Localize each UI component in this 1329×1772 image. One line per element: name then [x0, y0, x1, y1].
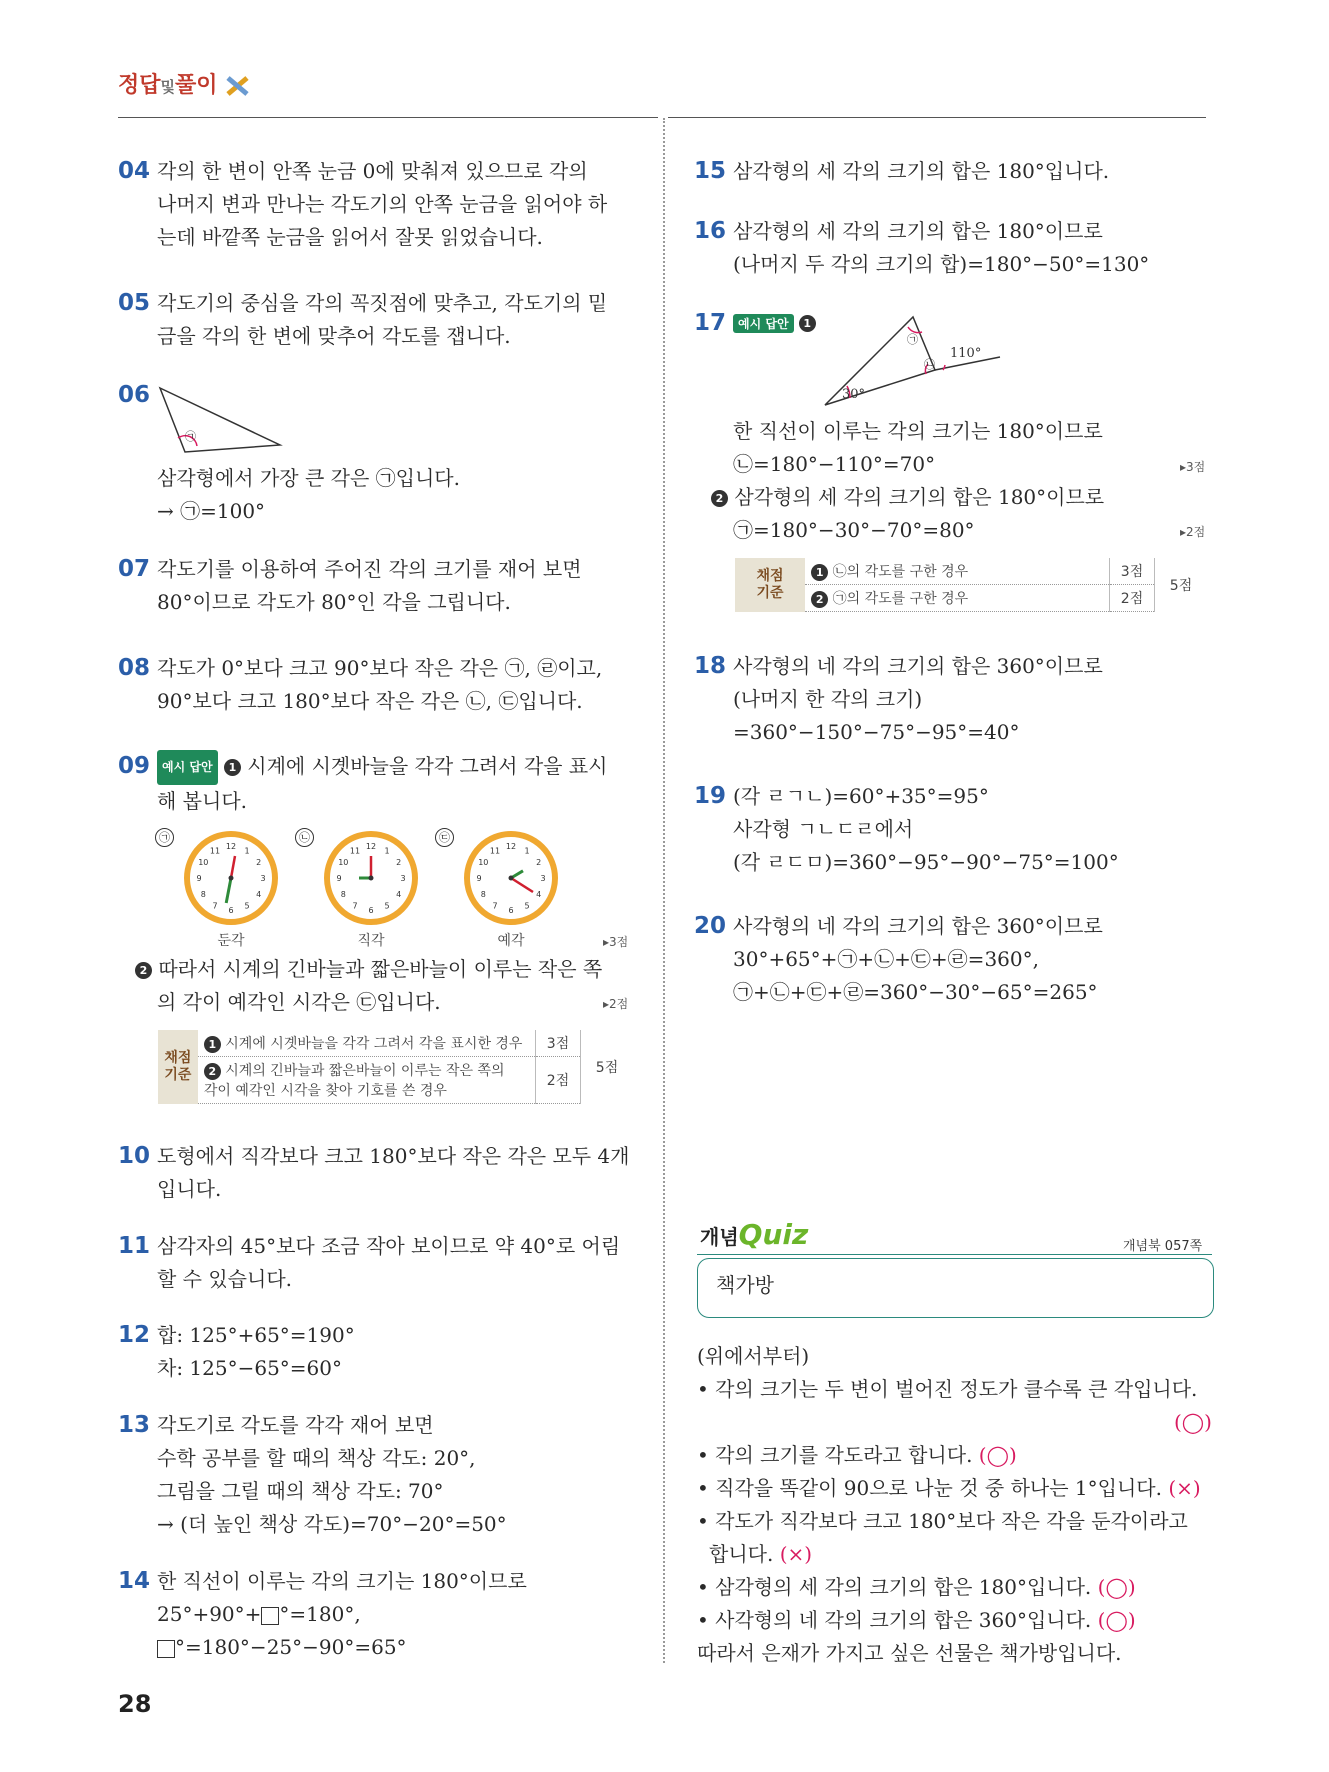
rubric-total: 5점 — [1155, 558, 1208, 612]
example-answer-tag: 예시 답안 — [157, 750, 218, 785]
clock-angle-label: 직각 — [357, 933, 385, 949]
header-rule-left — [118, 117, 658, 118]
quiz-intro: (위에서부터) — [697, 1344, 810, 1368]
q07-line: 각도기를 이용하여 주어진 각의 크기를 재어 보면 — [157, 557, 582, 581]
q06-angle-mark: ㉠ — [185, 430, 196, 443]
header-rule-right — [668, 117, 1206, 118]
clock-number: 7 — [212, 901, 218, 911]
q07-text — [157, 553, 637, 619]
q10-line: 입니다. — [157, 1177, 222, 1201]
rubric-row: 2 시계의 긴바늘과 짧은바늘이 이루는 작은 쪽의 각이 예각인 시각을 찾아 기호를 쓴 경우 — [198, 1057, 536, 1104]
q06-line: → ㉠=100° — [157, 499, 266, 523]
q13-line: → (더 높인 책상 각도)=70°−20°=50° — [157, 1512, 507, 1536]
clock-number: 1 — [384, 846, 390, 856]
q06-line: 삼각형에서 가장 큰 각은 ㉠입니다. — [157, 466, 460, 490]
quiz-item: • 직각을 똑같이 90으로 나눈 것 중 하나는 1°입니다. (×) — [697, 1476, 1201, 1500]
quiz-heading — [700, 1218, 808, 1251]
page-header — [118, 68, 251, 99]
q15-number: 15 — [694, 158, 727, 184]
q13-line: 각도기로 각도를 각각 재어 보면 — [157, 1413, 434, 1437]
pencil-ruler-icon — [225, 75, 251, 97]
clock-number: 2 — [536, 858, 542, 867]
clock-number: 8 — [200, 890, 206, 899]
q05-number: 05 — [118, 290, 151, 316]
q05-line: 금을 각의 한 변에 맞추어 각도를 잽니다. — [157, 324, 511, 348]
q19-line: (각 ㄹㄷㅁ)=360°−95°−90°−75°=100° — [733, 850, 1119, 874]
clock-mark: ㉢ — [435, 828, 454, 847]
q04-number: 04 — [118, 158, 151, 184]
q18-text — [733, 650, 1203, 749]
q09-step1-line2: 해 봅니다. — [157, 789, 247, 813]
clock-mark: ㉡ — [295, 828, 314, 847]
quiz-item: 합니다. (×) — [709, 1542, 813, 1566]
rubric-row: 1 시계에 시곗바늘을 각각 그려서 각을 표시한 경우 — [198, 1030, 536, 1057]
q14-text — [157, 1565, 637, 1664]
quiz-mark: (◯) — [1174, 1410, 1212, 1434]
q17-points-1: ▸3점 — [1180, 460, 1206, 474]
step-bullet: 1 — [799, 315, 816, 332]
quiz-answer-box — [697, 1258, 1214, 1318]
q06-number: 06 — [118, 382, 151, 408]
clock-item — [295, 828, 425, 958]
q11-line: 할 수 있습니다. — [157, 1267, 292, 1291]
q17-exterior-angle-label: 110° — [950, 346, 982, 361]
q20-text — [733, 910, 1203, 1009]
q10-line: 도형에서 직각보다 크고 180°보다 작은 각은 모두 4개 — [157, 1144, 630, 1168]
clock-number: 3 — [260, 874, 266, 883]
clock-number: 9 — [476, 874, 482, 883]
q17-angle-b-label: ㉡ — [924, 358, 935, 371]
clock-item — [155, 828, 285, 958]
clock-number: 5 — [524, 901, 530, 911]
q11-line: 삼각자의 45°보다 조금 작아 보이므로 약 40°로 어림 — [157, 1234, 621, 1258]
header-title-part2: 및 — [160, 78, 176, 96]
q09-step2-text: 따라서 시계의 긴바늘과 짧은바늘이 이루는 작은 쪽 — [158, 957, 603, 981]
clock-number: 11 — [349, 846, 361, 856]
q14-line3: °=180°−25°−90°=65° — [175, 1635, 407, 1659]
q09-points-2: ▸2점 — [603, 997, 629, 1011]
clock-icon — [183, 830, 279, 926]
q17-line: 한 직선이 이루는 각의 크기는 180°이므로 — [733, 419, 1103, 443]
q04-line: 는데 바깥쪽 눈금을 읽어서 잘못 읽었습니다. — [157, 225, 543, 249]
q17-rubric-table — [735, 558, 1207, 612]
clock-number: 10 — [478, 858, 489, 867]
rubric-row: 1 ㉡의 각도를 구한 경우 — [805, 558, 1109, 585]
clock-number: 10 — [198, 858, 209, 867]
clock-number: 9 — [196, 874, 202, 883]
rubric-points: 3점 — [1110, 558, 1155, 585]
q17-line: ㉠=180°−30°−70°=80° — [733, 518, 975, 542]
clock-angle-label: 예각 — [497, 933, 525, 949]
q09-points-1: ▸3점 — [603, 935, 629, 949]
column-divider — [663, 118, 665, 1663]
quiz-answer: 책가방 — [716, 1273, 774, 1297]
rubric-row: 2 ㉠의 각도를 구한 경우 — [805, 585, 1109, 612]
clock-number: 1 — [244, 846, 250, 856]
q04-text — [157, 155, 637, 254]
rubric-label: 채점 기준 — [158, 1030, 198, 1104]
quiz-item: • 삼각형의 세 각의 크기의 합은 180°입니다. (◯) — [697, 1575, 1136, 1599]
q18-line: (나머지 한 각의 크기) — [733, 687, 923, 711]
q19-number: 19 — [694, 783, 727, 809]
clock-number: 5 — [384, 901, 390, 911]
q14-line2-start: 25°+90°+ — [157, 1602, 262, 1626]
q12-line: 합: 125°+65°=190° — [157, 1323, 355, 1347]
clock-number: 3 — [400, 874, 406, 883]
step-bullet: 1 — [224, 759, 241, 776]
clock-icon — [463, 830, 559, 926]
clock-number: 4 — [256, 890, 262, 899]
quiz-item: • 각의 크기는 두 변이 벌어진 정도가 클수록 큰 각입니다. — [697, 1377, 1198, 1401]
page-number: 28 — [118, 1690, 152, 1718]
clock-number: 11 — [489, 846, 501, 856]
q17-step2 — [711, 481, 1201, 547]
q13-number: 13 — [118, 1412, 151, 1438]
q14-line2-end: °=180°, — [279, 1602, 361, 1626]
quiz-reference: 개념북 057쪽 — [1123, 1239, 1203, 1254]
q15-text — [733, 155, 1203, 188]
q12-text — [157, 1319, 637, 1385]
q18-line: 사각형의 네 각의 크기의 합은 360°이므로 — [733, 654, 1103, 678]
clock-number: 6 — [228, 906, 234, 915]
clock-number: 3 — [540, 874, 546, 883]
q06-triangle-figure — [155, 380, 285, 455]
clock-number: 10 — [338, 858, 349, 867]
quiz-item: • 각의 크기를 각도라고 합니다. (◯) — [697, 1443, 1017, 1467]
q08-line: 각도가 0°보다 크고 90°보다 작은 각은 ㉠, ㉣이고, — [157, 656, 603, 680]
clock-mark: ㉠ — [155, 828, 174, 847]
q13-line: 수학 공부를 할 때의 책상 각도: 20°, — [157, 1446, 476, 1470]
q08-line: 90°보다 크고 180°보다 작은 각은 ㉡, ㉢입니다. — [157, 689, 583, 713]
q18-line: =360°−150°−75°−95°=40° — [733, 720, 1020, 744]
clock-number: 4 — [536, 890, 542, 899]
q05-text — [157, 287, 637, 353]
q09-step1-text: 시계에 시곗바늘을 각각 그려서 각을 표시 — [247, 754, 608, 778]
clock-number: 2 — [396, 858, 402, 867]
clock-number: 8 — [340, 890, 346, 899]
q16-text — [733, 215, 1203, 281]
clock-number: 4 — [396, 890, 402, 899]
example-answer-tag: 예시 답안 — [733, 314, 794, 333]
clock-number: 9 — [336, 874, 342, 883]
clock-number: 2 — [256, 858, 262, 867]
q08-text — [157, 652, 637, 718]
q09-clocks — [155, 828, 595, 958]
rubric-points: 2점 — [536, 1057, 581, 1104]
q17-header — [733, 313, 816, 333]
q17-points-2: ▸2점 — [1180, 525, 1206, 539]
q20-line: 사각형의 네 각의 크기의 합은 360°이므로 — [733, 914, 1103, 938]
blank-box — [261, 1607, 279, 1625]
q17-angle-a-label: ㉠ — [907, 333, 918, 346]
clock-number: 1 — [524, 846, 530, 856]
q04-line: 각의 한 변이 안쪽 눈금 0에 맞춰져 있으므로 각의 — [157, 159, 588, 183]
step-bullet: 2 — [711, 490, 728, 507]
header-title-part3: 풀이 — [175, 73, 218, 98]
clock-icon — [323, 830, 419, 926]
q07-number: 07 — [118, 556, 151, 582]
header-title-part1: 정답 — [118, 73, 161, 98]
clock-angle-label: 둔각 — [217, 933, 245, 949]
rubric-points: 3점 — [536, 1030, 581, 1057]
q14-number: 14 — [118, 1568, 151, 1594]
clock-number: 12 — [365, 842, 377, 851]
quiz-item: • 사각형의 네 각의 크기의 합은 360°입니다. (◯) — [697, 1608, 1136, 1632]
rubric-total: 5점 — [581, 1030, 634, 1104]
q10-number: 10 — [118, 1143, 151, 1169]
clock-number: 6 — [368, 906, 374, 915]
quiz-explanation — [697, 1340, 1212, 1670]
rubric-label: 채점 기준 — [735, 558, 805, 612]
q19-line: 사각형 ㄱㄴㄷㄹ에서 — [733, 817, 914, 841]
q18-number: 18 — [694, 653, 727, 679]
q20-number: 20 — [694, 913, 727, 939]
q07-line: 80°이므로 각도가 80°인 각을 그립니다. — [157, 590, 511, 614]
q17-step1 — [733, 415, 1206, 481]
q10-text — [157, 1140, 637, 1206]
q13-line: 그림을 그릴 때의 책상 각도: 70° — [157, 1479, 444, 1503]
rubric-points: 2점 — [1110, 585, 1155, 612]
q19-text — [733, 780, 1203, 879]
q14-line: 한 직선이 이루는 각의 크기는 180°이므로 — [157, 1569, 527, 1593]
q13-text — [157, 1409, 637, 1541]
q17-number: 17 — [694, 310, 727, 336]
q16-number: 16 — [694, 218, 727, 244]
q17-line: 삼각형의 세 각의 크기의 합은 180°이므로 — [734, 485, 1105, 509]
q17-triangle-figure — [820, 312, 1005, 407]
q11-text — [157, 1230, 637, 1296]
q05-line: 각도기의 중심을 각의 꼭짓점에 맞추고, 각도기의 밑 — [157, 291, 608, 315]
clock-number: 7 — [492, 901, 498, 911]
step-bullet: 2 — [135, 962, 152, 979]
q09-step2 — [135, 953, 635, 1019]
clock-number: 6 — [508, 906, 514, 915]
q09-text — [157, 750, 642, 818]
clock-item — [435, 828, 565, 958]
q12-line: 차: 125°−65°=60° — [157, 1356, 343, 1380]
q09-step2-line2: 의 각이 예각인 시각은 ㉢입니다. — [157, 990, 441, 1014]
quiz-title: Quiz — [738, 1218, 809, 1251]
quiz-title-prefix: 개념 — [700, 1225, 739, 1249]
q11-number: 11 — [118, 1233, 151, 1259]
q09-rubric-table — [158, 1030, 633, 1104]
clock-number: 8 — [480, 890, 486, 899]
clock-number: 5 — [244, 901, 250, 911]
q17-base-angle-label: 30° — [842, 387, 866, 402]
q15-line: 삼각형의 세 각의 크기의 합은 180°입니다. — [733, 159, 1110, 183]
q12-number: 12 — [118, 1322, 151, 1348]
quiz-item: • 각도가 직각보다 크고 180°보다 작은 각을 둔각이라고 — [697, 1509, 1188, 1533]
q17-line: ㉡=180°−110°=70° — [733, 452, 936, 476]
clock-number: 7 — [352, 901, 358, 911]
blank-box — [157, 1640, 175, 1658]
clock-number: 12 — [505, 842, 517, 851]
q08-number: 08 — [118, 655, 151, 681]
q16-line: (나머지 두 각의 크기의 합)=180°−50°=130° — [733, 252, 1150, 276]
q20-line: 30°+65°+㉠+㉡+㉢+㉣=360°, — [733, 947, 1039, 971]
clock-number: 12 — [225, 842, 237, 851]
q04-line: 나머지 변과 만나는 각도기의 안쪽 눈금을 읽어야 하 — [157, 192, 608, 216]
q09-number: 09 — [118, 753, 151, 779]
q16-line: 삼각형의 세 각의 크기의 합은 180°이므로 — [733, 219, 1103, 243]
clock-number: 11 — [209, 846, 221, 856]
q19-line: (각 ㄹㄱㄴ)=60°+35°=95° — [733, 784, 989, 808]
q20-line: ㉠+㉡+㉢+㉣=360°−30°−65°=265° — [733, 980, 1098, 1004]
quiz-rule — [697, 1254, 1212, 1255]
quiz-conclusion: 따라서 은재가 가지고 싶은 선물은 책가방입니다. — [697, 1641, 1122, 1665]
q06-text — [157, 462, 637, 528]
